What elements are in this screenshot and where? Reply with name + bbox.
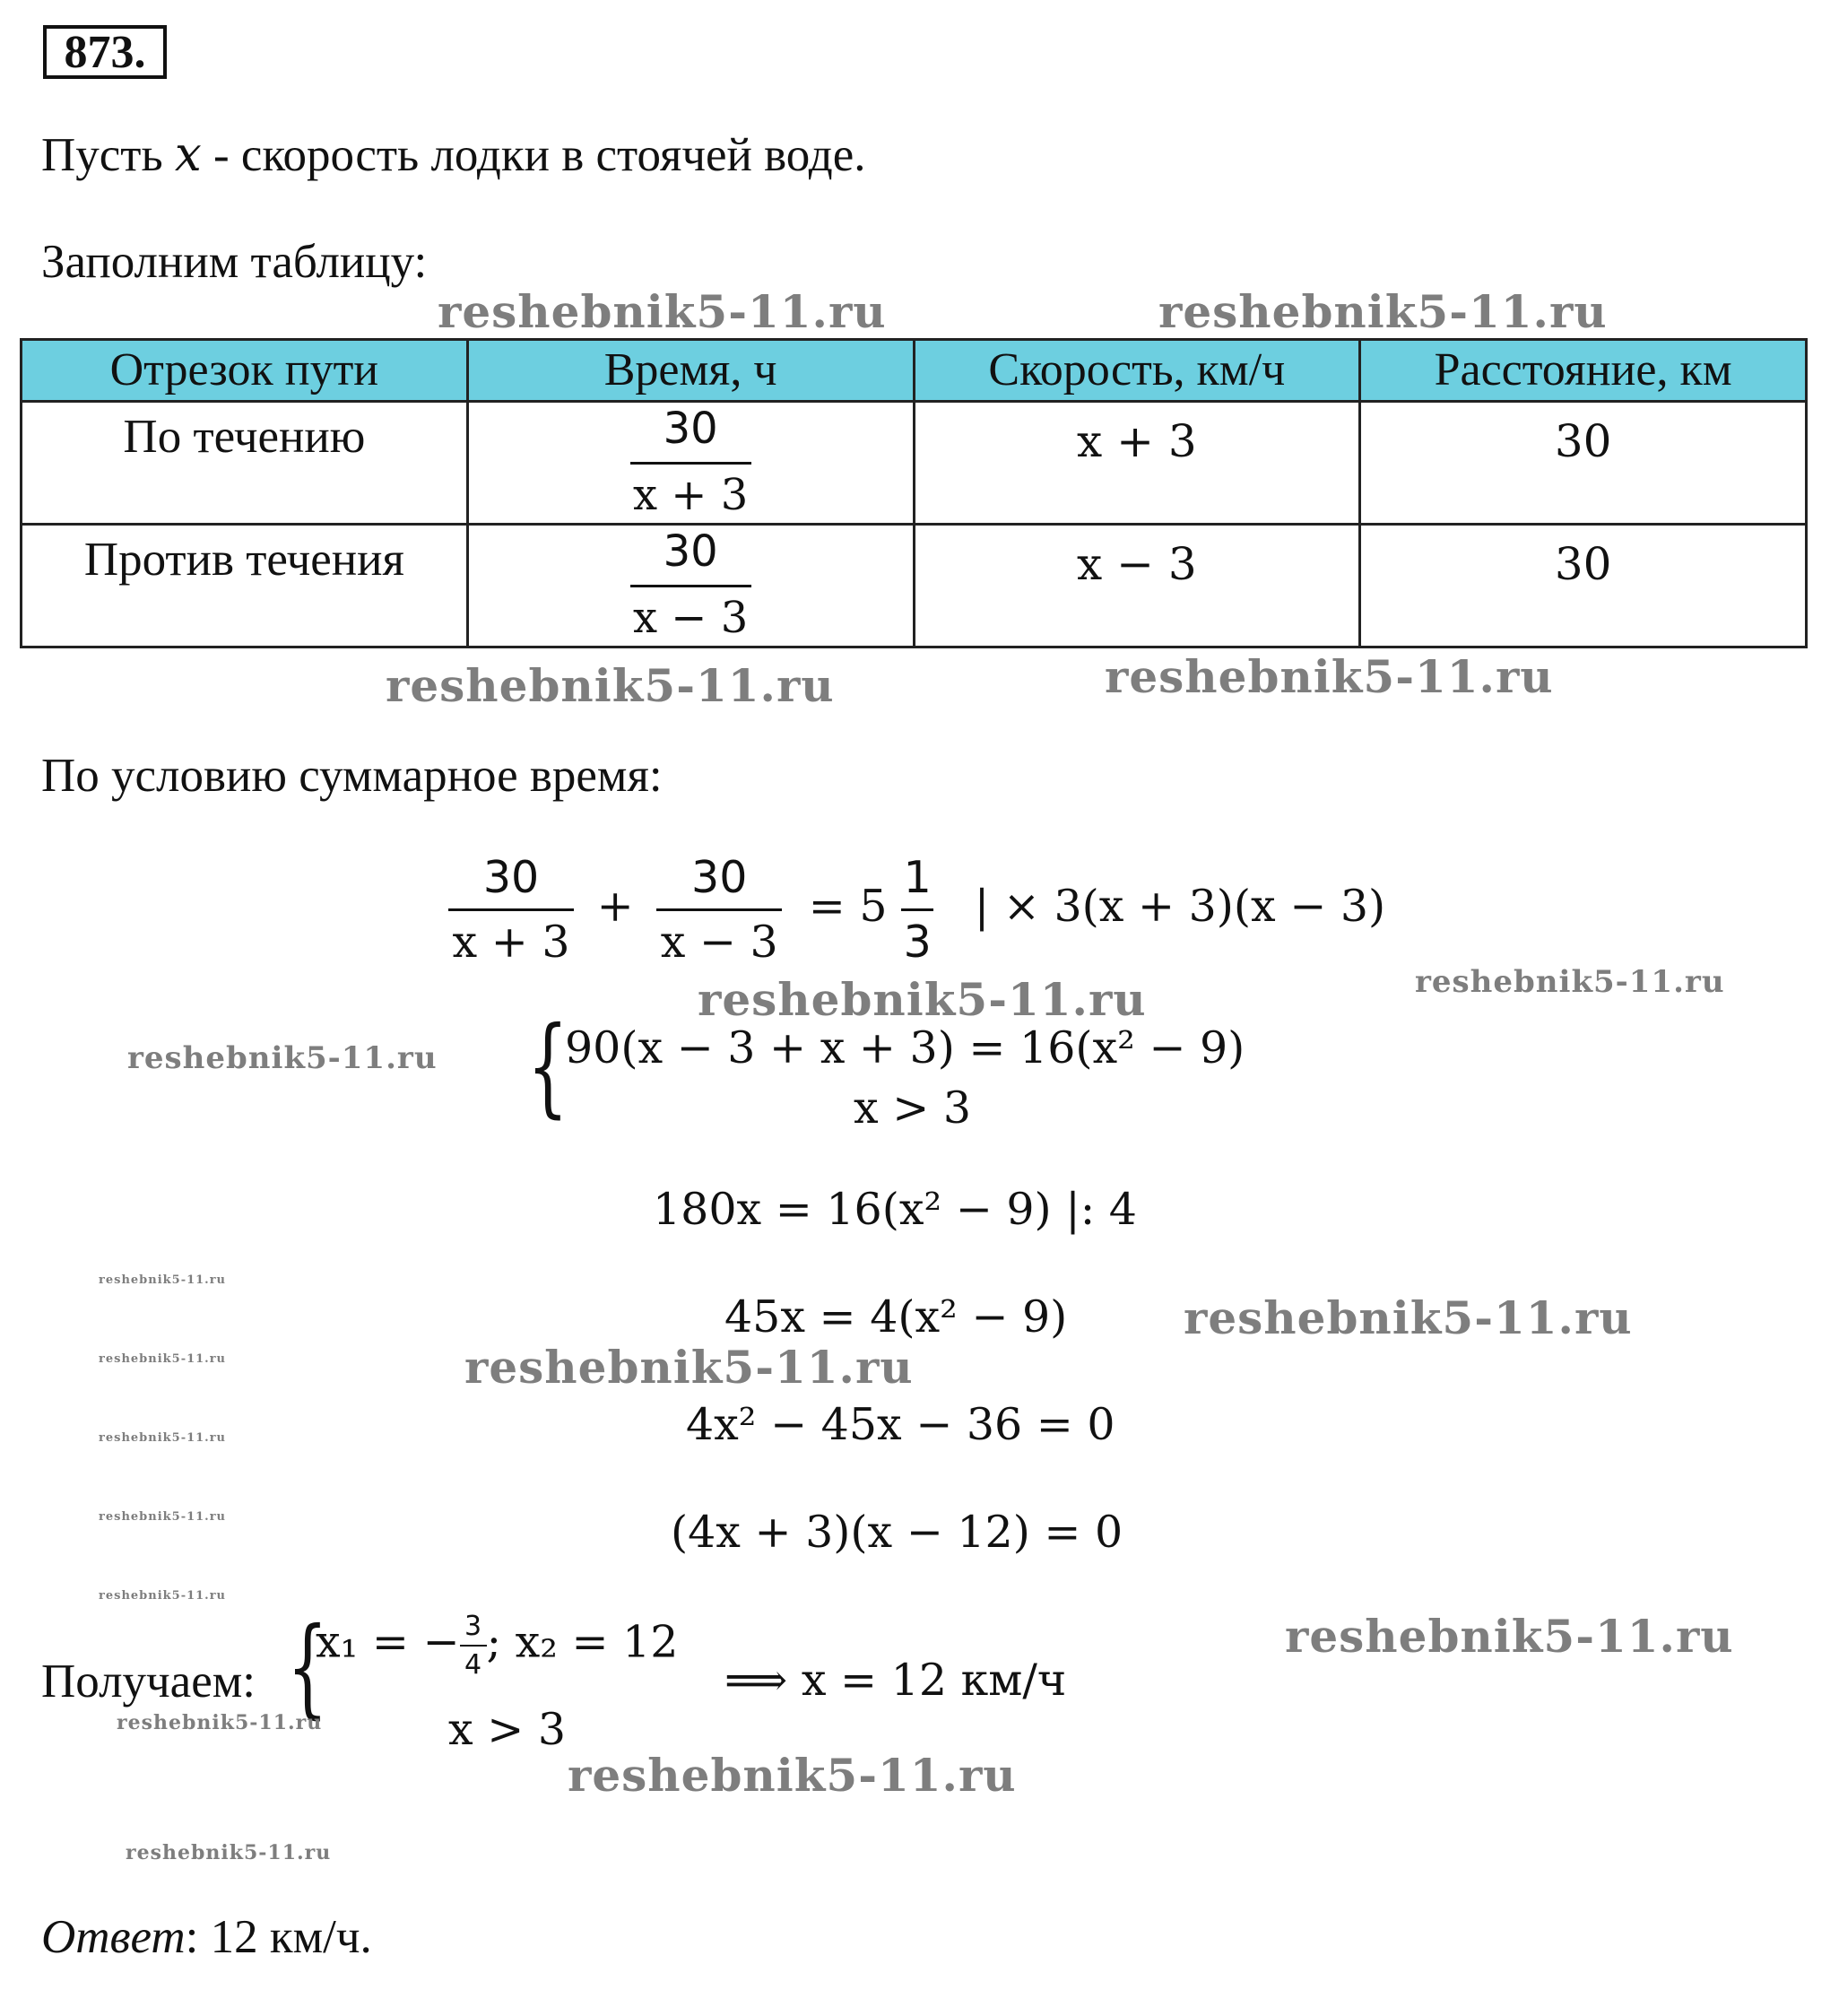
table-header-cell: Расстояние, км <box>1360 340 1807 402</box>
result-label: Получаем: <box>41 1655 256 1708</box>
result-implies: ⟹ x = 12 км/ч <box>724 1655 1067 1706</box>
watermark: reshebnik5-11.ru <box>99 1589 227 1603</box>
table-cell-distance <box>1360 525 1807 647</box>
table-cell-speed <box>914 525 1360 647</box>
fill-table-label: Заполним таблицу: <box>41 236 428 288</box>
root-x1: x₁ = − <box>316 1616 460 1668</box>
intro-text-after: - скорость лодки в стоячей воде. <box>201 129 866 181</box>
table-header-cell: Отрезок пути <box>22 340 468 402</box>
watermark: reshebnik5-11.ru <box>438 285 887 338</box>
fraction-numerator: 30 <box>691 852 748 903</box>
distance-value: 30 <box>1554 415 1612 467</box>
watermark: reshebnik5-11.ru <box>1184 1291 1633 1344</box>
fraction-numerator: 30 <box>482 852 540 903</box>
watermark: reshebnik5-11.ru <box>1158 285 1608 338</box>
table-header-cell: Скорость, км/ч <box>914 340 1360 402</box>
time-fraction <box>630 403 751 518</box>
table-header-row <box>22 340 1807 402</box>
watermark: reshebnik5-11.ru <box>126 1841 332 1864</box>
fraction-bar <box>630 462 751 465</box>
answer-label: Ответ <box>41 1911 186 1963</box>
result-roots <box>316 1611 678 1681</box>
table-row <box>22 402 1807 525</box>
step-factored: (4x + 3)(x − 12) = 0 <box>671 1507 1123 1558</box>
watermark: reshebnik5-11.ru <box>99 1273 227 1287</box>
watermark: reshebnik5-11.ru <box>127 1040 438 1076</box>
watermark: reshebnik5-11.ru <box>1415 964 1725 1000</box>
segment-label: Против течения <box>83 534 404 586</box>
fraction-denominator: x − 3 <box>632 593 749 643</box>
watermark: reshebnik5-11.ru <box>568 1749 1017 1802</box>
root-x2: ; x₂ = 12 <box>486 1616 679 1668</box>
watermark: reshebnik5-11.ru <box>464 1341 914 1394</box>
fraction-downstream <box>448 852 574 968</box>
fraction-denominator: 4 <box>464 1649 482 1681</box>
fraction-denominator: 3 <box>903 917 932 968</box>
fraction-bar <box>448 908 574 911</box>
table-cell-speed <box>914 402 1360 525</box>
speed-value: x − 3 <box>1077 538 1197 590</box>
result-condition: x > 3 <box>448 1704 567 1755</box>
fraction-bar <box>630 585 751 587</box>
fraction-numerator: 30 <box>663 404 718 454</box>
fraction-numerator: 30 <box>663 526 718 577</box>
left-brace: { <box>287 1605 328 1730</box>
intro-variable: x <box>174 127 202 182</box>
table-cell-segment <box>22 402 468 525</box>
table-row <box>22 525 1807 647</box>
table-cell-distance <box>1360 402 1807 525</box>
fraction-bar <box>460 1645 487 1647</box>
intro-text-before: Пусть <box>41 129 175 181</box>
watermark: reshebnik5-11.ru <box>99 1431 227 1445</box>
step-180x: 180x = 16(x² − 9) |: 4 <box>653 1184 1137 1235</box>
equation-main <box>448 852 1385 968</box>
plus-sign: + <box>596 881 634 932</box>
watermark: reshebnik5-11.ru <box>1285 1610 1734 1663</box>
system1-line2: x > 3 <box>854 1082 972 1134</box>
table-header-cell: Время, ч <box>467 340 914 402</box>
watermark: reshebnik5-11.ru <box>99 1510 227 1524</box>
speed-value: x + 3 <box>1077 415 1197 467</box>
answer-line <box>41 1910 372 1964</box>
step-45x: 45x = 4(x² − 9) <box>724 1291 1068 1343</box>
fraction-upstream <box>656 852 782 968</box>
watermark: reshebnik5-11.ru <box>698 973 1147 1026</box>
equals-mixed-whole: = 5 <box>808 881 888 932</box>
problem-number: 873. <box>43 25 167 79</box>
watermark: reshebnik5-11.ru <box>117 1711 323 1734</box>
step-quadratic: 4x² − 45x − 36 = 0 <box>686 1399 1115 1450</box>
intro-text <box>41 127 866 182</box>
fraction-bar <box>901 908 933 911</box>
condition-text: По условию суммарное время: <box>41 750 663 802</box>
fraction-numerator: 1 <box>903 852 932 903</box>
fraction-bar <box>656 908 782 911</box>
table-cell-time <box>467 525 914 647</box>
watermark: reshebnik5-11.ru <box>386 659 835 712</box>
mixed-fraction <box>901 852 933 968</box>
fraction-denominator: x − 3 <box>660 917 778 968</box>
fraction-denominator: x + 3 <box>452 917 570 968</box>
segment-label: По течению <box>123 411 366 463</box>
table-cell-time <box>467 402 914 525</box>
fraction-numerator: 3 <box>464 1611 482 1642</box>
fraction-denominator: x + 3 <box>632 470 749 520</box>
watermark: reshebnik5-11.ru <box>1105 650 1554 703</box>
distance-value: 30 <box>1554 538 1612 590</box>
watermark: reshebnik5-11.ru <box>99 1352 227 1366</box>
multiplier: | × 3(x + 3)(x − 3) <box>974 881 1386 932</box>
answer-text: : 12 км/ч. <box>185 1911 372 1963</box>
left-brace: { <box>527 1004 568 1129</box>
speed-table <box>20 338 1808 641</box>
system1-line1: 90(x − 3 + x + 3) = 16(x² − 9) <box>565 1022 1245 1073</box>
time-fraction <box>630 526 751 641</box>
table-cell-segment <box>22 525 468 647</box>
root-x1-fraction <box>460 1611 487 1681</box>
